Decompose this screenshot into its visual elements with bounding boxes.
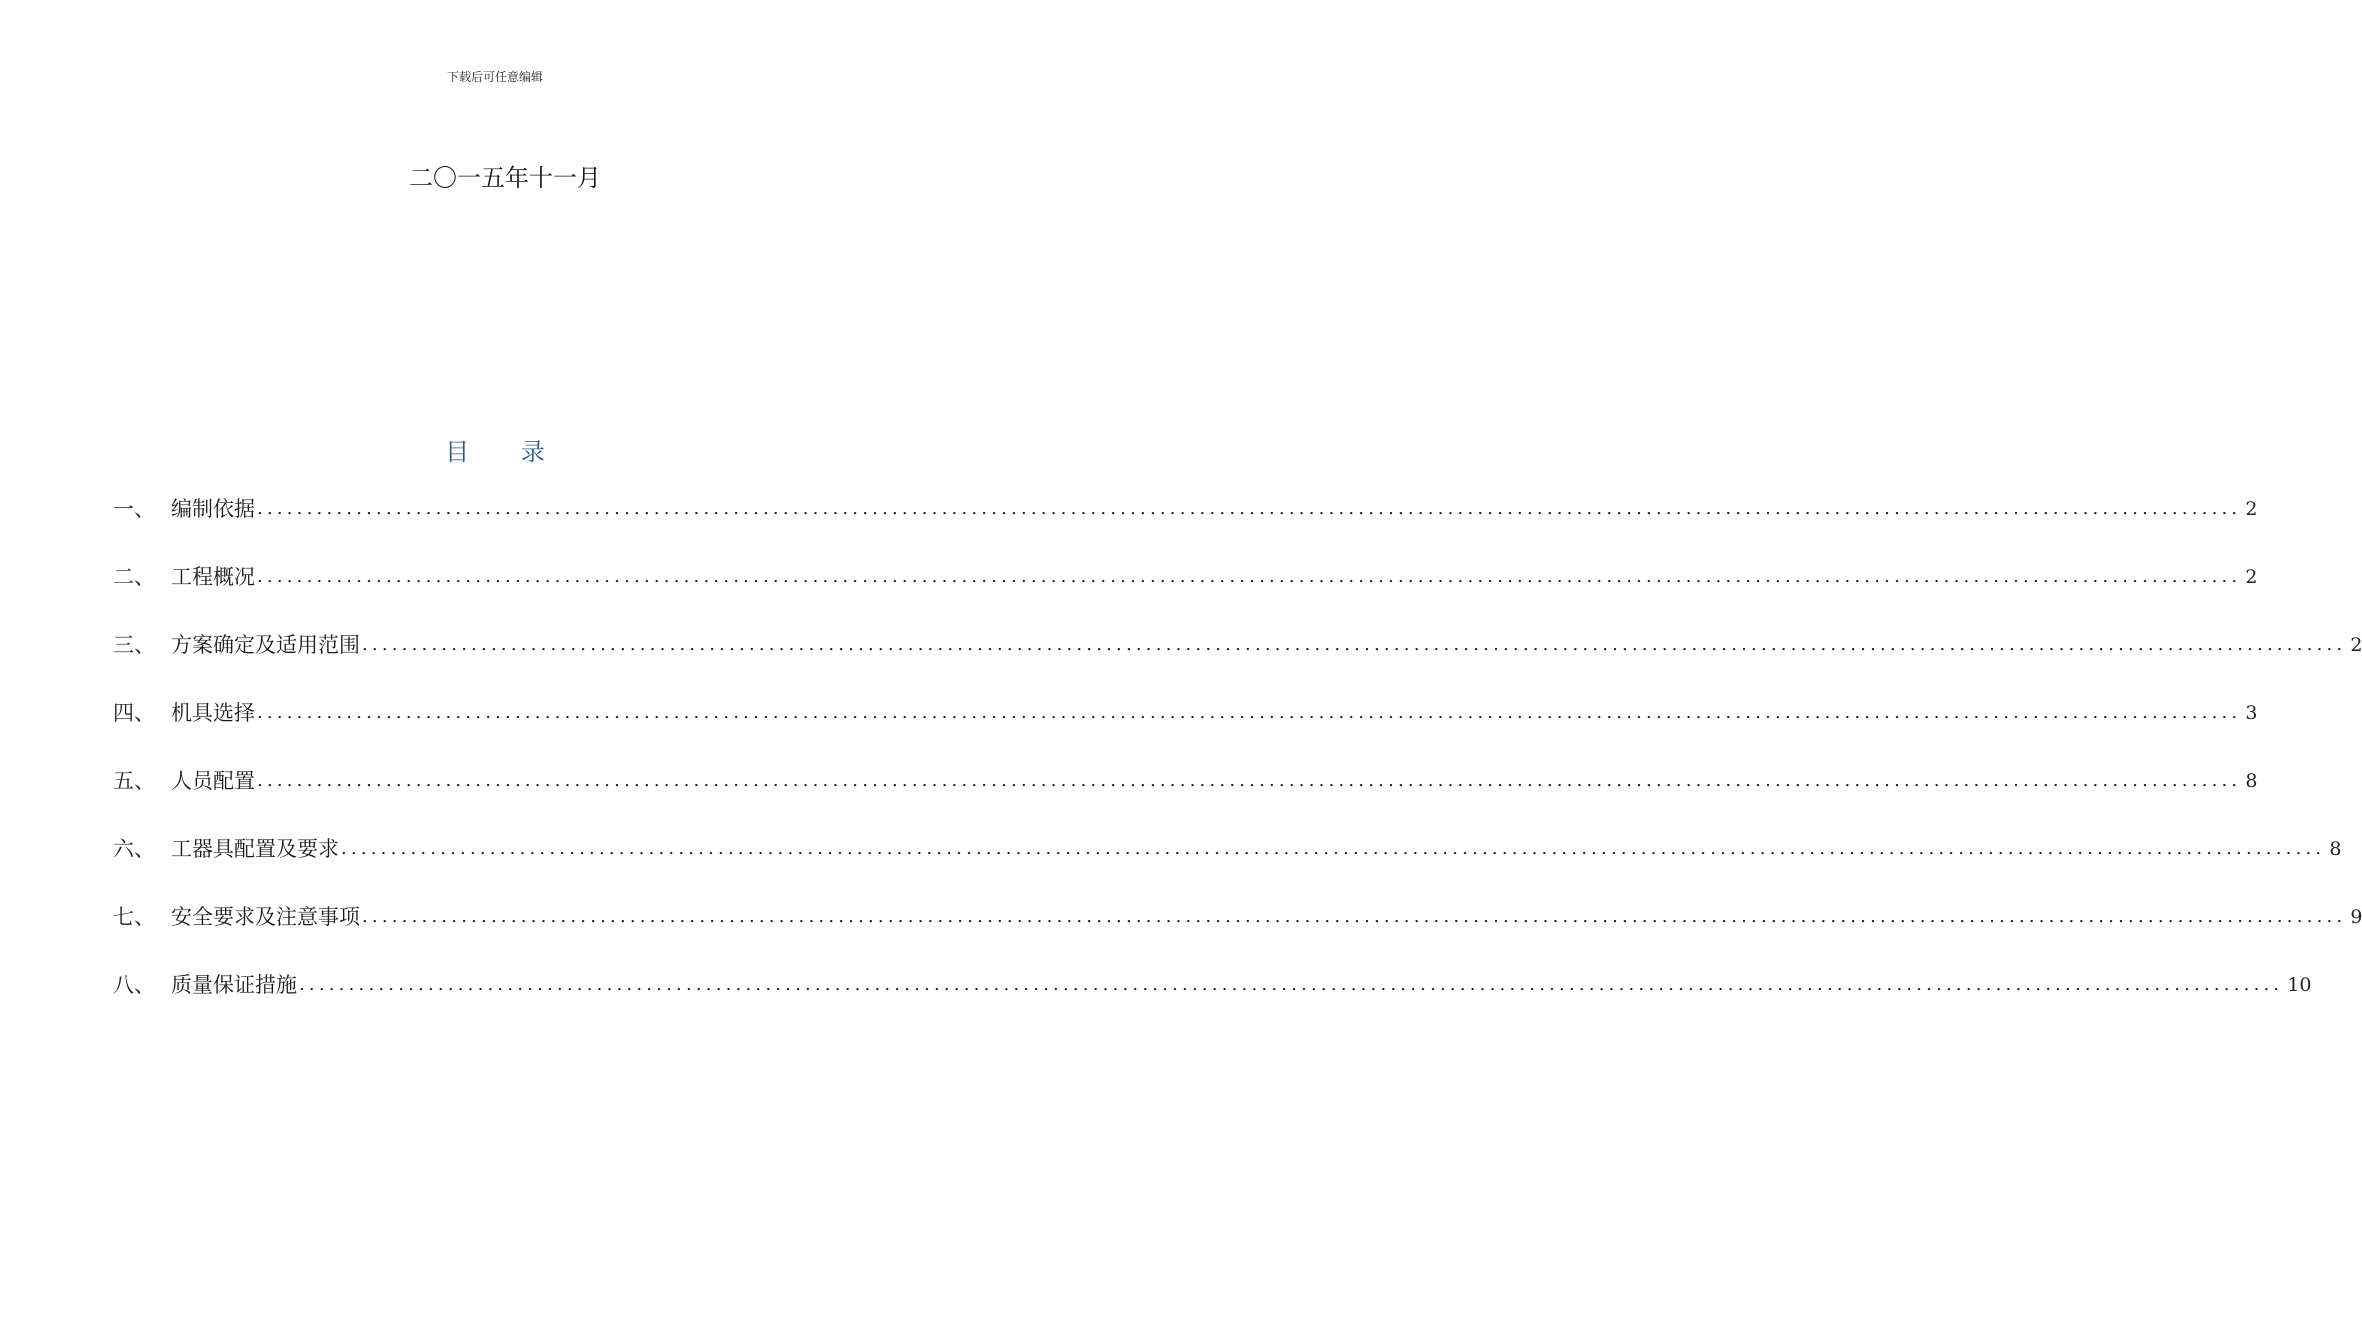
- toc-leader-dots: ........................................................................................................................................................................................................: [257, 702, 2242, 723]
- toc-entry-page: 9: [2350, 906, 2362, 928]
- table-of-contents: [113, 490, 2362, 1034]
- toc-entry-title: 质量保证措施: [171, 973, 297, 997]
- toc-entry[interactable]: [113, 490, 2258, 558]
- toc-entry-number: 二、: [113, 565, 155, 589]
- toc-entry-number: 一、: [113, 497, 155, 521]
- toc-entry-number: 三、: [113, 633, 155, 657]
- toc-entry-page: 2: [2245, 498, 2258, 520]
- toc-entry-page: 8: [2329, 838, 2342, 860]
- toc-entry-title: 方案确定及适用范围: [171, 633, 360, 657]
- toc-entry[interactable]: [113, 762, 2258, 830]
- toc-entry-page: 10: [2287, 974, 2312, 996]
- toc-leader-dots: ........................................................................................................................................................................................................: [362, 634, 2347, 655]
- toc-leader-dots: ........................................................................................................................................................................................................: [362, 906, 2347, 927]
- toc-entry-title: 机具选择: [171, 701, 255, 725]
- toc-entry-title: 安全要求及注意事项: [171, 905, 360, 929]
- toc-entry-number: 五、: [113, 769, 155, 793]
- toc-title: [0, 432, 990, 467]
- toc-entry-title: 编制依据: [171, 497, 255, 521]
- toc-title-char-2: 录: [520, 438, 545, 466]
- toc-leader-dots: ........................................................................................................................................................................................................: [341, 838, 2326, 859]
- toc-entry[interactable]: [113, 558, 2258, 626]
- cover-date: 二〇一五年十一月: [409, 164, 601, 192]
- toc-entry-title: 人员配置: [171, 769, 255, 793]
- toc-leader-dots: ........................................................................................................................................................................................................: [257, 566, 2242, 587]
- toc-entry[interactable]: [113, 694, 2258, 762]
- toc-entry-page: 8: [2245, 770, 2258, 792]
- toc-entry[interactable]: [113, 966, 2312, 1034]
- toc-entry[interactable]: [113, 626, 2362, 694]
- toc-entry-title: 工程概况: [171, 565, 255, 589]
- toc-title-char-1: 目: [445, 438, 470, 466]
- toc-entry[interactable]: [113, 830, 2342, 898]
- toc-entry-number: 七、: [113, 905, 155, 929]
- toc-entry-page: 2: [2350, 634, 2362, 656]
- toc-leader-dots: ........................................................................................................................................................................................................: [299, 974, 2284, 995]
- toc-entry[interactable]: [113, 898, 2362, 966]
- toc-leader-dots: ........................................................................................................................................................................................................: [257, 770, 2242, 791]
- toc-entry-number: 八、: [113, 973, 155, 997]
- toc-entry-title: 工器具配置及要求: [171, 837, 339, 861]
- toc-entry-number: 四、: [113, 701, 155, 725]
- toc-entry-page: 3: [2245, 702, 2258, 724]
- header-note: 下载后可任意编辑: [446, 70, 543, 84]
- toc-leader-dots: ........................................................................................................................................................................................................: [257, 498, 2242, 519]
- toc-entry-number: 六、: [113, 837, 155, 861]
- toc-entry-page: 2: [2245, 566, 2258, 588]
